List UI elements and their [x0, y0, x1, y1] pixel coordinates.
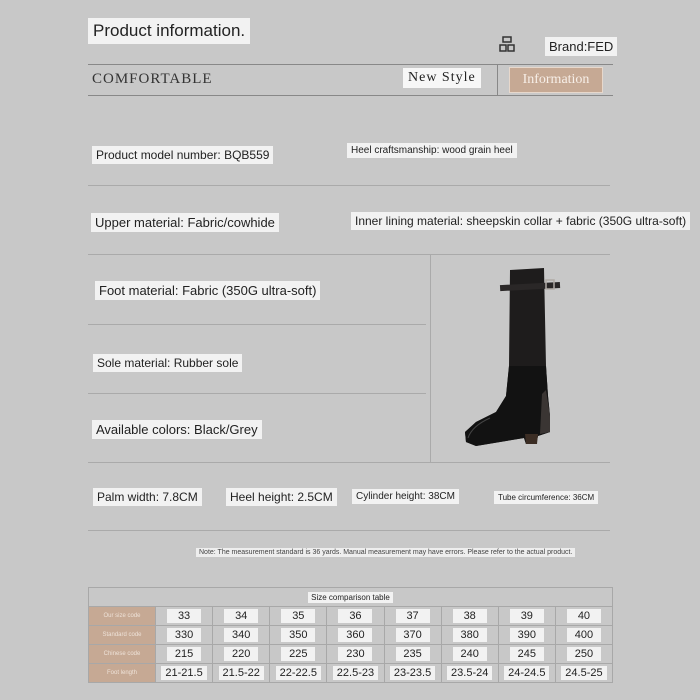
divider — [88, 530, 610, 531]
spec-cylinder: Cylinder height: 38CM — [352, 489, 459, 504]
size-table — [88, 587, 613, 683]
spec-upper: Upper material: Fabric/cowhide — [91, 213, 279, 232]
table-cell: 370 — [396, 628, 430, 642]
table-cell: 380 — [453, 628, 487, 642]
table-row — [89, 626, 613, 645]
table-cell: 330 — [167, 628, 201, 642]
divider — [88, 462, 610, 463]
spec-model: Product model number: BQB559 — [92, 146, 273, 164]
table-cell: 23-23.5 — [390, 666, 435, 680]
table-cell: 350 — [281, 628, 315, 642]
spec-palm: Palm width: 7.8CM — [93, 488, 202, 506]
spec-sole: Sole material: Rubber sole — [93, 354, 242, 372]
size-table-caption: Size comparison table — [308, 592, 393, 603]
measurement-note: Note: The measurement standard is 36 yards. Manual measurement may have errors. Please refer to the actual product. — [196, 548, 575, 557]
brand-label: Brand:FED — [545, 37, 617, 56]
table-cell: 38 — [453, 609, 487, 623]
divider — [88, 254, 610, 255]
new-style-label: New Style — [403, 68, 481, 88]
table-cell: 23.5-24 — [447, 666, 492, 680]
grid-icon — [499, 36, 515, 52]
table-cell: 230 — [338, 647, 372, 661]
page-title: Product information. — [88, 18, 250, 44]
row-header: Our size code — [89, 607, 156, 626]
spec-heel-height: Heel height: 2.5CM — [226, 488, 337, 506]
spec-tube: Tube circumference: 36CM — [494, 491, 598, 504]
table-cell: 21-21.5 — [161, 666, 206, 680]
table-row — [89, 607, 613, 626]
row-header: Chinese code — [89, 645, 156, 664]
spec-lining: Inner lining material: sheepskin collar + fabric (350G ultra-soft) — [351, 212, 690, 230]
table-cell: 22.5-23 — [333, 666, 378, 680]
table-cell: 36 — [338, 609, 372, 623]
spec-heel-craft: Heel craftsmanship: wood grain heel — [347, 143, 517, 158]
information-tab[interactable]: Information — [509, 67, 603, 93]
table-cell: 340 — [224, 628, 258, 642]
table-cell: 33 — [167, 609, 201, 623]
table-cell: 215 — [167, 647, 201, 661]
table-row — [89, 664, 613, 683]
table-cell: 360 — [338, 628, 372, 642]
comfortable-label: COMFORTABLE — [92, 71, 213, 87]
table-cell: 34 — [224, 609, 258, 623]
table-cell: 40 — [567, 609, 601, 623]
table-cell: 24-24.5 — [504, 666, 549, 680]
table-cell: 37 — [396, 609, 430, 623]
divider — [88, 393, 426, 394]
spec-foot: Foot material: Fabric (350G ultra-soft) — [95, 281, 320, 300]
table-cell: 250 — [567, 647, 601, 661]
divider — [497, 64, 498, 95]
table-cell: 245 — [510, 647, 544, 661]
divider — [88, 324, 426, 325]
table-cell: 35 — [281, 609, 315, 623]
spec-colors: Available colors: Black/Grey — [92, 420, 262, 439]
table-cell: 225 — [281, 647, 315, 661]
table-cell: 240 — [453, 647, 487, 661]
boot-image — [462, 266, 566, 452]
table-cell: 400 — [567, 628, 601, 642]
table-cell: 39 — [510, 609, 544, 623]
table-cell: 22-22.5 — [276, 666, 321, 680]
table-row — [89, 645, 613, 664]
row-header: Foot length — [89, 664, 156, 683]
row-header: Standard code — [89, 626, 156, 645]
table-cell: 235 — [396, 647, 430, 661]
divider — [430, 254, 431, 462]
table-cell: 390 — [510, 628, 544, 642]
table-cell: 21.5-22 — [219, 666, 264, 680]
table-cell: 24.5-25 — [561, 666, 606, 680]
divider — [88, 185, 610, 186]
table-cell: 220 — [224, 647, 258, 661]
